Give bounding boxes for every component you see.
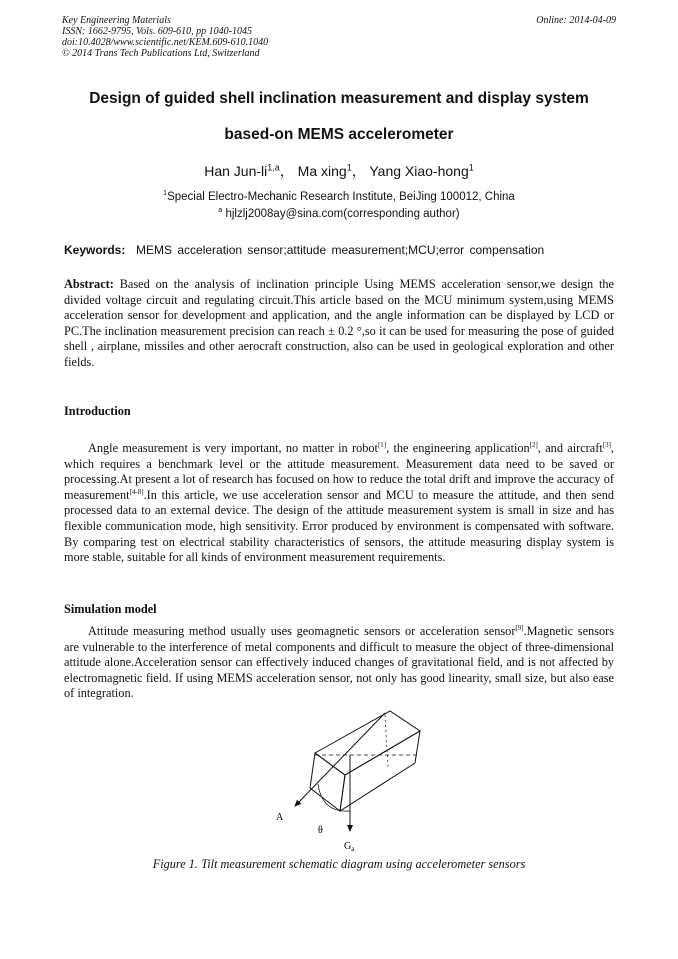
tilt-schematic-figure xyxy=(260,703,440,853)
affiliation xyxy=(0,190,678,203)
author-affiliation-mark: 1 xyxy=(468,162,474,173)
issn-line: ISSN: 1662-9795, Vols. 609-610, pp 1040-1045 xyxy=(62,26,252,37)
author-affiliation-mark: 1 xyxy=(346,162,352,173)
intro-text: , which requires a benchmark level or the attitude measurement. Measurement data need to be saved or processing.At present a lot of research has focused on how to reduce the total drift and improve the accuracy of measurement xyxy=(64,441,614,502)
author-name: Ma xing xyxy=(297,163,347,179)
journal-name: Key Engineering Materials xyxy=(62,15,171,26)
box-front-face xyxy=(310,753,345,811)
simulation-text: Attitude measuring method usually uses geomagnetic sensors or acceleration sensor xyxy=(88,624,516,638)
affiliation-text: Special Electro-Mechanic Research Institute, BeiJing 100012, China xyxy=(167,190,515,203)
author-separator: ， xyxy=(351,163,366,179)
box-side-face xyxy=(340,731,420,811)
keywords-label: Keywords: xyxy=(64,243,126,257)
online-date: Online: 2014-04-09 xyxy=(536,15,616,26)
label-theta: θ xyxy=(318,825,323,836)
box-top-face xyxy=(315,711,420,775)
figure-caption: Figure 1. Tilt measurement schematic diagram using accelerometer sensors xyxy=(152,857,526,871)
abstract-label: Abstract: xyxy=(64,277,114,291)
section-heading-introduction: Introduction xyxy=(64,404,131,418)
tilted-box xyxy=(310,711,420,811)
paper-title-line-1: Design of guided shell inclination measurement and display system xyxy=(89,90,589,107)
citation-ref[interactable]: [2] xyxy=(529,440,538,449)
copyright-line: © 2014 Trans Tech Publications Ltd, Switzerland xyxy=(62,48,260,59)
citation-ref[interactable]: [1] xyxy=(377,440,387,449)
author-name: Yang Xiao-hong xyxy=(369,163,469,179)
section-heading-simulation-model: Simulation model xyxy=(64,602,157,616)
author-separator: ， xyxy=(279,163,294,179)
keywords-text: MEMS acceleration sensor;attitude measurement;MCU;error compensation xyxy=(136,243,545,257)
simulation-text: .Magnetic sensors are vulnerable to the interference of metal components and difficult to measure the object of three-dimensional attitude alone.Acceleration sensor can effectively induced changes of gravitational field, and is not affected by electromagnetic field. If using MEMS acceleration sensor, not only has good linearity, small size, but also ease of integration. xyxy=(64,624,615,701)
corresponding-email xyxy=(0,207,678,220)
email-mark: a xyxy=(218,207,223,214)
simulation-paragraph xyxy=(64,624,614,702)
hidden-edge-line xyxy=(385,715,388,767)
citation-ref[interactable]: [9] xyxy=(515,623,524,632)
author-name: Han Jun-li xyxy=(204,163,268,179)
paper-title-line-2: based-on MEMS accelerometer xyxy=(224,126,454,143)
abstract xyxy=(64,277,614,371)
introduction-paragraph xyxy=(64,441,614,566)
citation-ref[interactable]: [4-8] xyxy=(129,487,144,496)
label-g xyxy=(344,841,355,853)
author-list xyxy=(0,161,678,181)
abstract-text: Based on the analysis of inclination principle Using MEMS acceleration sensor,we design the divided voltage circuit and regulating circuit.This article based on the MCU minimum system,using MEMS acceleration sensor for development and application, and the angle information can be displayed by LCD or PC.The inclination measurement precision can reach ± 0.2 °,so it can be used for measuring the pose of guided shell , airplane, missiles and other aerocraft construction, also can be used in geological exploration and other fields. xyxy=(64,277,614,369)
doi-line: doi:10.4028/www.scientific.net/KEM.609-610.1040 xyxy=(62,37,269,48)
affiliation-mark: 1 xyxy=(163,190,168,197)
author-affiliation-mark: 1,a xyxy=(267,162,280,173)
label-g-main: G xyxy=(344,841,352,852)
intro-text: , the engineering application xyxy=(386,441,530,455)
keywords xyxy=(64,243,544,257)
label-g-sub: a xyxy=(351,845,355,853)
intro-text: Angle measurement is very important, no matter in robot xyxy=(88,441,378,455)
journal-header xyxy=(62,15,268,59)
email-text[interactable]: hjlzlj2008ay@sina.com(corresponding author) xyxy=(222,207,460,220)
label-a: A xyxy=(276,812,284,823)
intro-text: .In this article, we use acceleration sensor and MCU to measure the attitude, and then send processed data to an external device. The design of the attitude measurement system is small in size and has flexible communication mode, high sensitivity. Error produced by environment is compensated with software. By comparing test on electrical stability characteristics of sensors, the attitude measuring display system is more stable, suitable for all kinds of environment measurement requirements. xyxy=(64,487,614,565)
intro-text: , and aircraft xyxy=(537,441,603,455)
citation-ref[interactable]: [3] xyxy=(602,440,611,449)
